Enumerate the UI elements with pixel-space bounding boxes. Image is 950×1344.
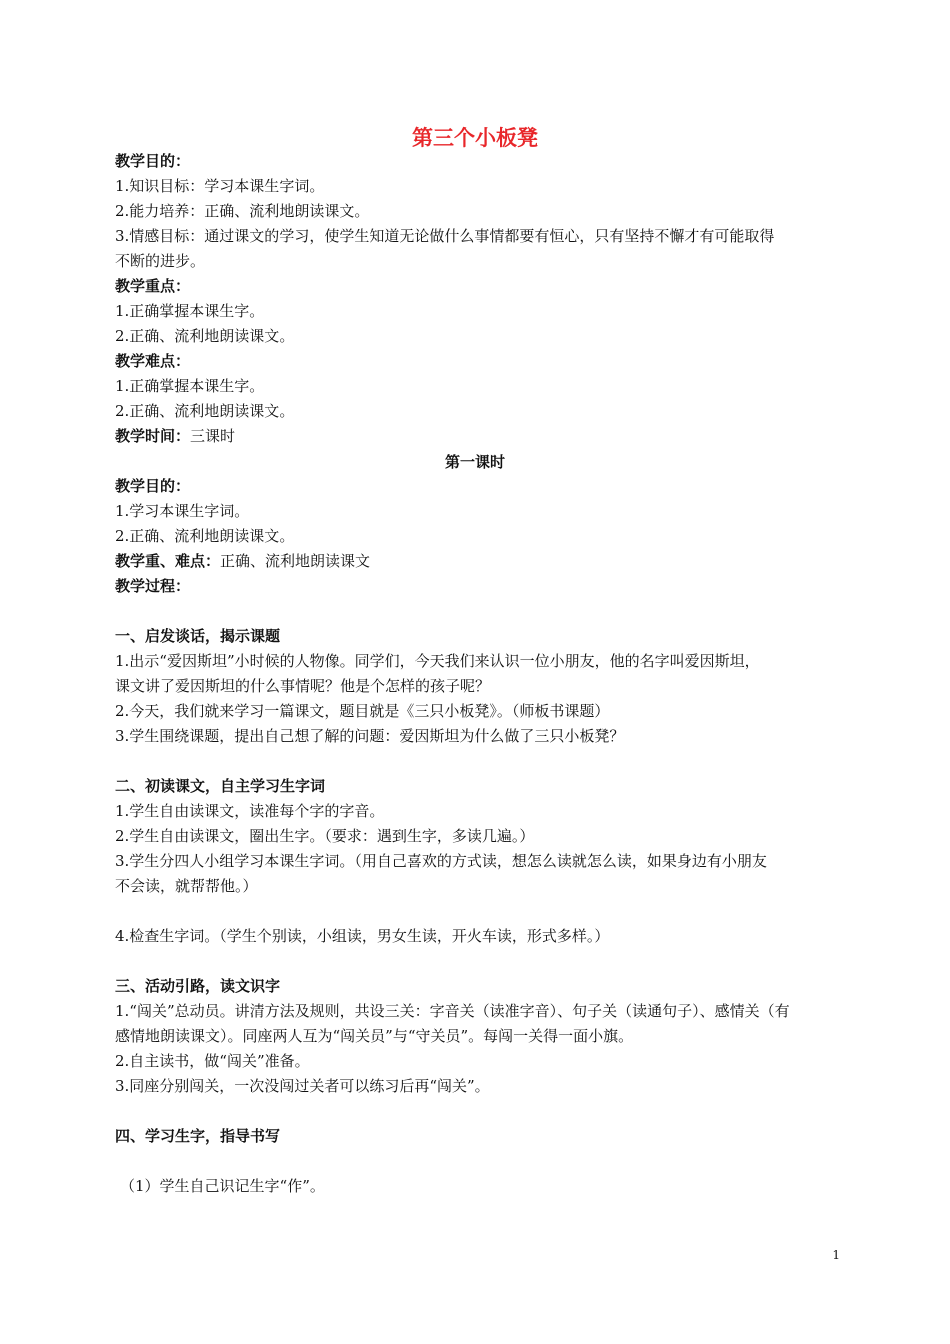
key-point-line: 1.正确掌握本课生字。 xyxy=(115,302,265,320)
page-number: 1 xyxy=(832,1248,840,1262)
section2-line: 3.学生分四人小组学习本课生字词。（用自己喜欢的方式读，想怎么读就怎么读，如果身边有小朋友 xyxy=(115,852,767,870)
lesson1-heading: 第一课时 xyxy=(444,453,505,471)
section2-item4: 4.检查生字词。（学生个别读，小组读，男女生读，开火车读，形式多样。） xyxy=(115,927,610,945)
objectives-heading: 教学目的： xyxy=(115,152,191,170)
document-title: 第三个小板凳 xyxy=(412,125,538,150)
section1-line: 课文讲了爱因斯坦的什么事情呢？他是个怎样的孩子呢？ xyxy=(115,677,491,695)
section1-heading: 一、启发谈话，揭示课题 xyxy=(115,627,281,645)
lesson1-key-points xyxy=(115,550,840,572)
objective-line: 1.知识目标：学习本课生字词。 xyxy=(115,177,325,195)
objective-line: 3.情感目标：通过课文的学习，使学生知道无论做什么事情都要有恒心，只有坚持不懈才有可能取得 xyxy=(115,227,775,245)
teaching-time-label: 教学时间： xyxy=(115,427,191,445)
difficulty-line: 2.正确、流利地朗读课文。 xyxy=(115,402,295,420)
section4-heading: 四、学习生字，指导书写 xyxy=(115,1127,281,1145)
section1-line: 2.今天，我们就来学习一篇课文，题目就是《三只小板凳》。（师板书课题） xyxy=(115,702,610,720)
section3-line: 3.同座分别闯关，一次没闯过关者可以练习后再“闯关”。 xyxy=(115,1077,490,1095)
section2-line: 1.学生自由读课文，读准每个字的字音。 xyxy=(115,802,385,820)
section3-line: 感情地朗读课文）。同座两人互为“闯关员”与“守关员”。每闯一关得一面小旗。 xyxy=(115,1027,634,1045)
section4-line: （1）学生自己识记生字“作”。 xyxy=(120,1177,325,1195)
difficulty-line: 1.正确掌握本课生字。 xyxy=(115,377,265,395)
objective-line: 不断的进步。 xyxy=(115,252,206,270)
section3-line: 1.“闯关”总动员。讲清方法及规则，共设三关：字音关（读准字音）、句子关（读通句子）、感情关（有 xyxy=(115,1002,790,1020)
teaching-time-value: 三课时 xyxy=(190,427,236,445)
lesson1-key-value: 正确、流利地朗读课文 xyxy=(220,552,371,570)
section2-line: 2.学生自由读课文，圈出生字。（要求：遇到生字，多读几遍。） xyxy=(115,827,535,845)
lesson1-objective-line: 2.正确、流利地朗读课文。 xyxy=(115,527,295,545)
lesson1-key-label: 教学重、难点： xyxy=(115,552,221,570)
process-heading: 教学过程： xyxy=(115,577,191,595)
key-point-line: 2.正确、流利地朗读课文。 xyxy=(115,327,295,345)
section3-line: 2.自主读书，做“闯关”准备。 xyxy=(115,1052,310,1070)
section1-line: 1.出示“爱因斯坦”小时候的人物像。同学们，今天我们来认识一位小朋友，他的名字叫爱因斯坦， xyxy=(115,652,760,670)
section2-heading: 二、初读课文，自主学习生字词 xyxy=(115,777,326,795)
section3-heading: 三、活动引路，读文识字 xyxy=(115,977,281,995)
section1-line: 3.学生围绕课题，提出自己想了解的问题：爱因斯坦为什么做了三只小板凳？ xyxy=(115,727,625,745)
difficulties-heading: 教学难点： xyxy=(115,352,191,370)
section2-line: 不会读，就帮帮他。） xyxy=(115,877,258,895)
teaching-time xyxy=(115,425,840,447)
lesson1-objectives-heading: 教学目的： xyxy=(115,477,191,495)
objective-line: 2.能力培养：正确、流利地朗读课文。 xyxy=(115,202,370,220)
key-points-heading: 教学重点： xyxy=(115,277,191,295)
lesson1-objective-line: 1.学习本课生字词。 xyxy=(115,502,250,520)
